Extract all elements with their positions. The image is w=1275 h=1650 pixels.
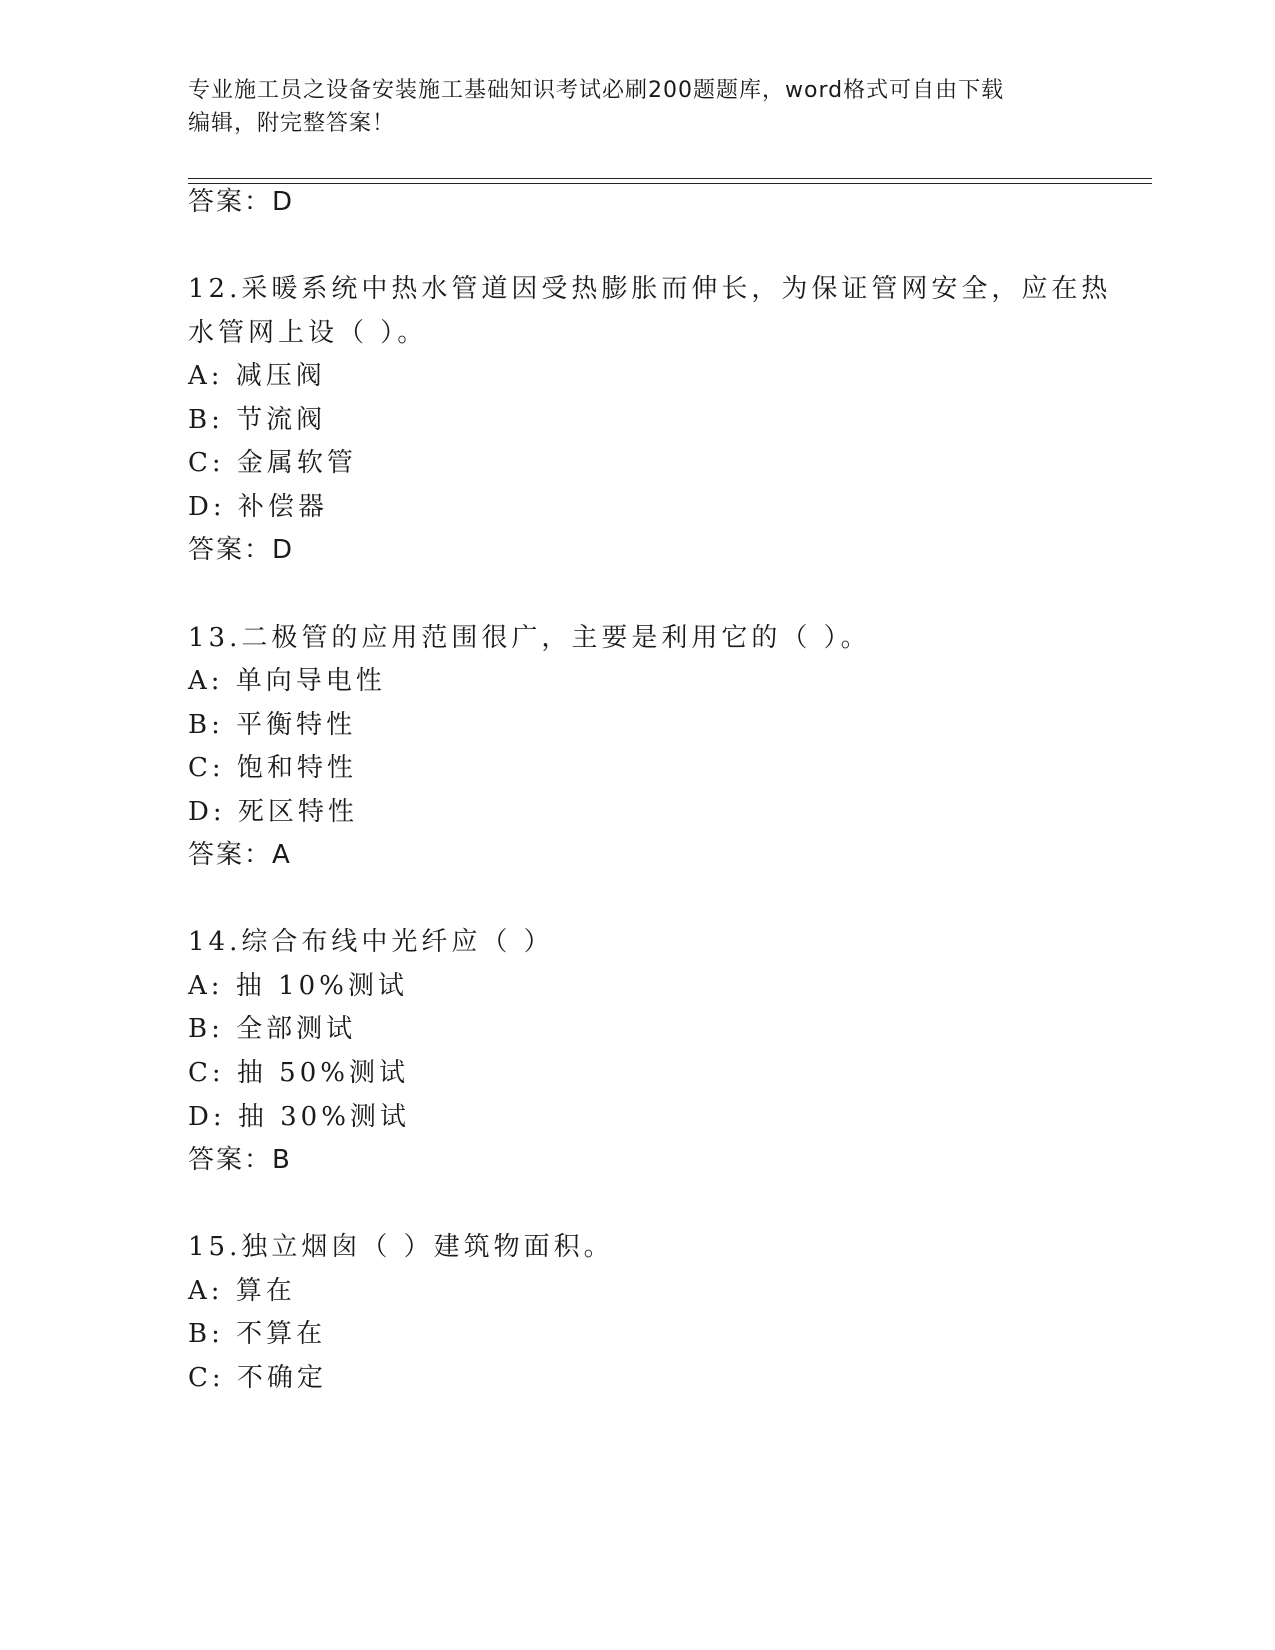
question-12-stem-line-1: 12.采暖系统中热水管道因受热膨胀而伸长，为保证管网安全，应在热 — [188, 274, 1112, 304]
question-12-option-d: D: 补偿器 — [188, 492, 328, 522]
question-13-option-b: B: 平衡特性 — [188, 710, 357, 740]
question-14-stem-line-1: 14.综合布线中光纤应（ ） — [188, 927, 554, 957]
question-15-option-a: A: 算在 — [188, 1276, 296, 1306]
question-13-option-a: A: 单向导电性 — [188, 666, 386, 696]
question-12-answer: 答案：D — [188, 535, 295, 565]
question-14-option-b: B: 全部测试 — [188, 1014, 357, 1044]
question-15-option-c: C: 不确定 — [188, 1363, 327, 1393]
previous-answer: 答案：D — [188, 187, 295, 217]
header-divider-top — [188, 178, 1152, 179]
question-14-option-a: A: 抽 10%测试 — [188, 971, 408, 1001]
question-14-option-d: D: 抽 30%测试 — [188, 1102, 410, 1132]
question-13-option-d: D: 死区特性 — [188, 797, 358, 827]
question-13-answer: 答案：A — [188, 840, 292, 870]
question-12-stem-line-2: 水管网上设（ ）。 — [188, 318, 428, 348]
question-13-option-c: C: 饱和特性 — [188, 753, 357, 783]
document-header — [188, 74, 1088, 140]
header-line-1: 专业施工员之设备安装施工基础知识考试必刷200题题库，word格式可自由下载 — [188, 78, 1005, 103]
question-14-option-c: C: 抽 50%测试 — [188, 1058, 409, 1088]
question-12-option-c: C: 金属软管 — [188, 448, 357, 478]
header-divider-bottom — [188, 183, 1152, 184]
question-14-answer: 答案：B — [188, 1145, 292, 1175]
question-15-option-b: B: 不算在 — [188, 1319, 327, 1349]
question-12-option-a: A: 减压阀 — [188, 361, 326, 391]
question-12-option-b: B: 节流阀 — [188, 405, 327, 435]
header-line-2: 编辑，附完整答案！ — [188, 111, 396, 136]
question-15-stem-line-1: 15.独立烟囱（ ）建筑物面积。 — [188, 1232, 614, 1262]
question-13-stem-line-1: 13.二极管的应用范围很广，主要是利用它的（ ）。 — [188, 623, 871, 653]
